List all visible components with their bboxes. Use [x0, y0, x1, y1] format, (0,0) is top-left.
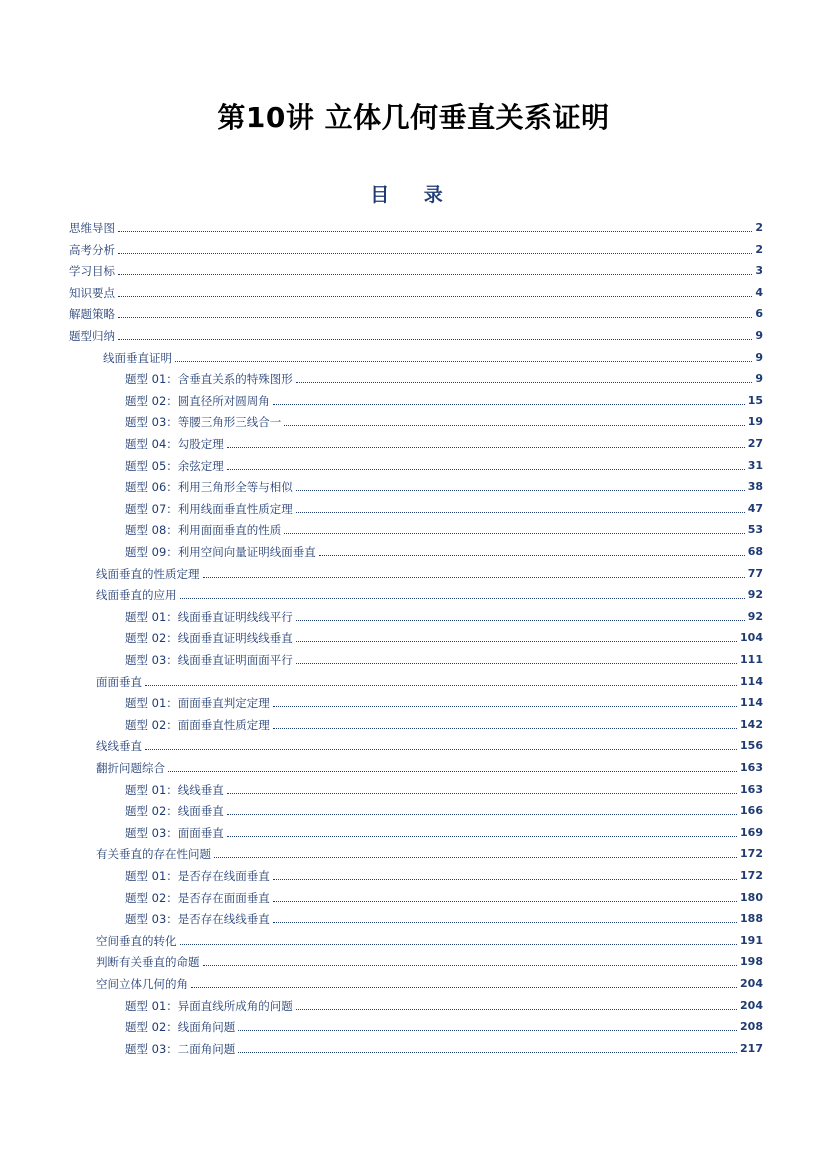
toc-page-number: 92	[747, 609, 763, 623]
toc-subentry[interactable]	[125, 1036, 763, 1056]
toc-label: 判断有关垂直的命题	[96, 955, 200, 970]
toc-label: 翻折问题综合	[96, 761, 165, 775]
toc-page-number: 198	[740, 955, 763, 969]
toc-label: 线面垂直的性质定理	[96, 566, 200, 581]
toc-page-number: 166	[740, 804, 763, 818]
toc-page-number: 92	[747, 588, 763, 602]
toc-label: 空间垂直的转化	[96, 933, 177, 948]
toc-label: 题型 03：线面垂直证明面面平行	[125, 653, 293, 667]
toc-page-number: 53	[747, 523, 763, 537]
toc-entry[interactable]	[69, 280, 763, 300]
toc-leader-dots	[273, 727, 737, 729]
toc-heading: 目 录	[370, 184, 457, 206]
toc-section[interactable]	[96, 841, 763, 861]
toc-leader-dots	[118, 252, 752, 254]
toc-subentry[interactable]	[125, 453, 763, 473]
toc-leader-dots	[273, 900, 737, 902]
toc-leader-dots	[203, 576, 745, 578]
toc-leader-dots	[227, 835, 737, 837]
toc-leader-dots	[118, 230, 752, 232]
toc-subentry[interactable]	[125, 777, 763, 797]
toc-page-number: 27	[747, 437, 763, 450]
toc-label: 题型 03：二面角问题	[125, 1041, 236, 1056]
toc-label: 题型 07：利用线面垂直性质定理	[125, 501, 293, 516]
toc-subentry[interactable]	[125, 820, 763, 840]
toc-page-number: 191	[740, 933, 763, 947]
toc-page-number: 172	[740, 869, 763, 882]
toc-subentry[interactable]	[125, 539, 763, 559]
toc-leader-dots	[175, 360, 752, 362]
toc-label: 线线垂直	[96, 739, 142, 754]
toc-page-number: 111	[740, 653, 763, 666]
toc-leader-dots	[145, 684, 737, 686]
toc-label: 题型 03：等腰三角形三线合一	[125, 415, 282, 430]
toc-page-number: 15	[747, 393, 763, 407]
toc-page-number: 9	[755, 350, 763, 364]
toc-subentry[interactable]	[125, 993, 763, 1013]
toc-subentry[interactable]	[125, 517, 763, 537]
toc-entry[interactable]	[69, 215, 763, 235]
toc-leader-dots	[203, 964, 738, 966]
toc-label: 题型 05：余弦定理	[125, 458, 224, 473]
toc-label: 解题策略	[69, 307, 115, 322]
toc-leader-dots	[227, 468, 745, 470]
toc-entry[interactable]	[69, 237, 763, 257]
toc-section[interactable]	[96, 971, 763, 991]
toc-leader-dots	[296, 489, 745, 491]
toc-label: 题型归纳	[69, 329, 115, 343]
toc-leader-dots	[273, 403, 745, 405]
toc-leader-dots	[296, 640, 737, 642]
toc-subentry[interactable]	[125, 885, 763, 905]
toc-label: 题型 03：是否存在线线垂直	[125, 912, 270, 927]
toc-leader-dots	[180, 943, 738, 945]
toc-entry[interactable]	[69, 301, 763, 321]
toc-leader-dots	[180, 597, 745, 599]
toc-subentry[interactable]	[125, 1014, 763, 1034]
toc-page-number: 180	[740, 890, 763, 904]
toc-subentry[interactable]	[125, 625, 763, 645]
toc-page-number: 163	[740, 761, 763, 774]
toc-label: 题型 01：含垂直关系的特殊图形	[125, 372, 293, 387]
toc-leader-dots	[273, 921, 737, 923]
toc-page-number: 114	[740, 696, 763, 710]
toc-page-number: 77	[747, 566, 763, 580]
toc-leader-dots	[319, 554, 745, 556]
toc-page-number: 6	[755, 307, 763, 321]
toc-subentry[interactable]	[125, 690, 763, 710]
toc-label: 题型 02：线面垂直证明线线垂直	[125, 631, 293, 646]
toc-leader-dots	[227, 446, 745, 448]
toc-label: 题型 02：线面垂直	[125, 804, 224, 819]
toc-leader-dots	[273, 705, 737, 707]
toc-leader-dots	[227, 813, 737, 815]
toc-page-number: 47	[747, 501, 763, 515]
toc-section[interactable]	[96, 949, 763, 969]
toc-label: 有关垂直的存在性问题	[96, 847, 211, 862]
toc-leader-dots	[296, 511, 745, 513]
toc-page-number: 204	[740, 977, 763, 990]
document-title: 第10讲 立体几何垂直关系证明	[217, 101, 610, 134]
toc-label: 知识要点	[69, 285, 115, 300]
toc-label: 题型 01：异面直线所成角的问题	[125, 998, 293, 1013]
toc-subentry[interactable]	[125, 604, 763, 624]
toc-label: 题型 01：是否存在线面垂直	[125, 869, 270, 883]
toc-label: 题型 04：勾股定理	[125, 437, 224, 451]
toc-label: 题型 02：圆直径所对圆周角	[125, 393, 270, 408]
toc-page-number: 3	[755, 264, 763, 278]
toc-section[interactable]	[96, 928, 763, 948]
toc-page-number: 208	[740, 1020, 763, 1034]
toc-leader-dots	[284, 532, 744, 534]
toc-page-number: 169	[740, 825, 763, 839]
toc-page-number: 156	[740, 739, 763, 753]
toc-page-number: 4	[755, 285, 763, 299]
toc-label: 题型 06：利用三角形全等与相似	[125, 480, 293, 495]
toc-entry[interactable]	[69, 323, 763, 343]
toc-subentry[interactable]	[125, 388, 763, 408]
toc-leader-dots	[118, 273, 752, 275]
toc-page-number: 38	[747, 480, 763, 494]
toc-page-number: 68	[747, 545, 763, 558]
toc-subentry[interactable]	[125, 647, 763, 667]
toc-leader-dots	[118, 338, 752, 340]
toc-section[interactable]	[96, 733, 763, 753]
toc-subentry[interactable]	[125, 409, 763, 429]
toc-subentry[interactable]	[125, 366, 763, 386]
toc-label: 高考分析	[69, 242, 115, 257]
toc-label: 思维导图	[69, 221, 115, 235]
toc-section[interactable]	[96, 561, 763, 581]
toc-page-number: 104	[740, 631, 763, 645]
toc-subentry[interactable]	[125, 906, 763, 926]
toc-leader-dots	[296, 662, 737, 664]
toc-label: 线面垂直的应用	[96, 588, 177, 603]
toc-section[interactable]	[96, 669, 763, 689]
toc-page-number: 9	[755, 329, 763, 342]
toc-subentry[interactable]	[125, 798, 763, 818]
toc-label: 题型 02：线面角问题	[125, 1020, 236, 1035]
toc-section[interactable]	[96, 755, 763, 775]
toc-page-number: 9	[755, 372, 763, 386]
toc-label: 题型 01：线线垂直	[125, 782, 224, 797]
toc-page-number: 114	[740, 674, 763, 688]
toc-leader-dots	[191, 986, 737, 988]
toc-page-number: 217	[740, 1041, 763, 1055]
toc-entry[interactable]	[69, 258, 763, 278]
toc-label: 线面垂直证明	[103, 350, 172, 365]
toc-label: 题型 01：线面垂直证明线线平行	[125, 609, 293, 624]
toc-leader-dots	[227, 792, 737, 794]
toc-page-number: 2	[755, 242, 763, 256]
toc-label: 学习目标	[69, 264, 115, 279]
toc-leader-dots	[214, 856, 737, 858]
toc-page-number: 2	[755, 221, 763, 234]
toc-leader-dots	[168, 770, 737, 772]
toc-label: 题型 02：是否存在面面垂直	[125, 890, 270, 905]
toc-label: 题型 02：面面垂直性质定理	[125, 717, 270, 732]
toc-leader-dots	[118, 316, 752, 318]
toc-page-number: 172	[740, 847, 763, 861]
toc-leader-dots	[296, 381, 753, 383]
toc-leader-dots	[296, 619, 745, 621]
toc-leader-dots	[118, 295, 752, 297]
toc-label: 题型 09：利用空间向量证明线面垂直	[125, 545, 316, 559]
toc-subentry[interactable]	[125, 496, 763, 516]
toc-leader-dots	[284, 424, 744, 426]
toc-subentry[interactable]	[125, 431, 763, 451]
toc-section[interactable]	[103, 345, 763, 365]
toc-page-number: 31	[747, 458, 763, 472]
toc-leader-dots	[273, 878, 737, 880]
toc-label: 题型 08：利用面面垂直的性质	[125, 523, 282, 538]
toc-page-number: 188	[740, 912, 763, 926]
toc-leader-dots	[238, 1051, 737, 1053]
toc-label: 题型 03：面面垂直	[125, 825, 224, 840]
toc-label: 空间立体几何的角	[96, 977, 188, 991]
toc-leader-dots	[145, 748, 737, 750]
toc-subentry[interactable]	[125, 474, 763, 494]
toc-subentry[interactable]	[125, 712, 763, 732]
toc-page-number: 163	[740, 782, 763, 796]
toc-label: 题型 01：面面垂直判定定理	[125, 696, 270, 711]
toc-page-number: 204	[740, 998, 763, 1012]
toc-leader-dots	[238, 1029, 737, 1031]
toc-page-number: 19	[747, 415, 763, 429]
toc-label: 面面垂直	[96, 674, 142, 689]
toc-section[interactable]	[96, 582, 763, 602]
toc-subentry[interactable]	[125, 863, 763, 883]
toc-leader-dots	[296, 1008, 737, 1010]
toc-page-number: 142	[740, 717, 763, 731]
